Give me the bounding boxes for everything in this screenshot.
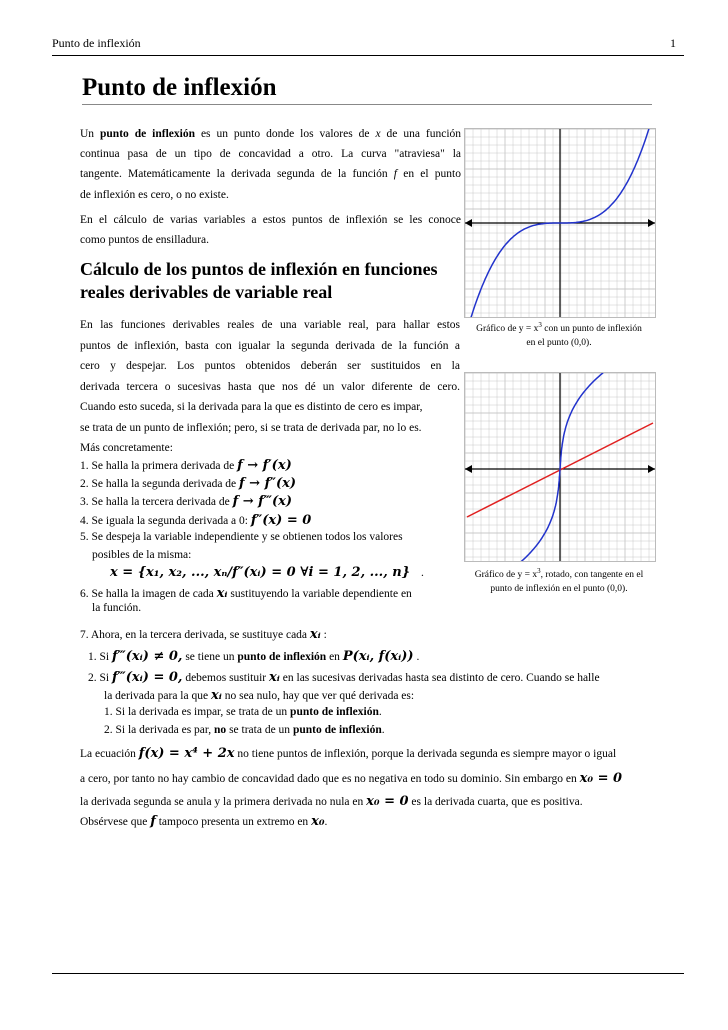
intro-text: en el punto [403,168,461,180]
step-4 [80,513,311,528]
example-line-1 [80,746,616,761]
step-text: se tiene un [185,651,235,663]
step-text: . [381,724,385,736]
step-5: 5. Se despeja la variable independiente y se obtienen todos los valores [80,531,403,543]
intro-line-2: continua pasa de un tipo de concavidad a otro. La curva "atraviesa" la [80,148,461,160]
step-term-bold: punto de inflexión [237,651,327,663]
rotated-cubic-graph [465,373,655,561]
step-7 [80,627,327,642]
step-formula: P(xᵢ, f(xᵢ)) [342,649,414,664]
intro-text: es un punto donde los valores de [200,128,370,140]
step-text: 1. Si [88,651,110,663]
step-formula: f → f′(x) [237,458,292,473]
example-text: Obsérvese que [80,816,148,828]
x-axis-arrow-left [465,465,472,473]
step-text: 2. Si la derivada es par, [104,724,212,736]
intro-variable: f [393,168,397,180]
intro-text: tangente. Matemáticamente la derivada segunda de la función [80,168,388,180]
section-line-4: derivada tercera o sucesivas hasta que nos dé un valor diferente de cero. [80,381,460,393]
step-text: . [416,651,420,663]
step-term-bold: no [214,724,227,736]
caption-text: Gráfico de y = x [474,570,538,581]
header-rule [52,55,684,56]
step-5-line-2: posibles de la misma: [92,549,192,561]
cubic-graph [465,129,655,317]
example-formula: x₀ = 0 [366,794,409,809]
figure-2-caption [464,564,654,596]
step-6-line-2: la función. [92,602,142,614]
example-text: tampoco presenta un extremo en [158,816,309,828]
step-7-2-line-2 [104,688,414,703]
step-formula: f″(x) = 0 [250,513,312,528]
step-formula: f → f″(x) [239,476,297,491]
step-text: . [378,706,382,718]
step-text: 1. Se halla la primera derivada de [80,460,235,472]
step-formula: f‴(xᵢ) ≠ 0, [111,649,183,664]
caption-text: Gráfico de y = x [476,324,539,335]
step-formula: xᵢ [210,688,222,703]
example-line-2 [80,771,622,786]
example-formula: x₀ [311,814,325,829]
step-text: 3. Se halla la tercera derivada de [80,496,230,508]
step-text: la derivada para la que [104,690,209,702]
step-formula: f‴(xᵢ) = 0, [111,670,183,685]
step-7-2 [88,670,600,685]
section-line-1: En las funciones derivables reales de una variable real, para hallar estos [80,319,460,331]
step-1 [80,458,292,473]
step-formula: x = {x₁, x₂, ..., xₙ/f″(xᵢ) = 0 ∀i = 1, 2, ..., n} [110,565,411,580]
intro-paragraph-2-line-2: como puntos de ensilladura. [80,234,210,246]
step-text: 7. Ahora, en la tercera derivada, se sustituye cada [80,629,308,641]
page-number: 1 [670,36,676,50]
x-axis-arrow-right [648,219,655,227]
step-formula: f → f‴(x) [232,494,292,509]
step-term-bold: punto de inflexión [292,724,382,736]
section-line-7: Más concretamente: [80,442,173,454]
intro-paragraph-2-line-1: En el cálculo de varias variables a estos puntos de inflexión se les conoce [80,214,461,226]
caption-text: punto de inflexión en el punto (0,0). [490,584,628,595]
example-text: a cero, por tanto no hay cambio de concavidad dado que es no negativa en todo su dominio. Sin embargo en [80,773,577,785]
example-text: no tiene puntos de inflexión, porque la derivada segunda es siempre mayor o igual [237,748,617,760]
step-text: en las sucesivas derivadas hasta sea distinto de cero. Cuando se halle [282,672,600,684]
step-text: no sea nulo, hay que ver qué derivada es: [224,690,415,702]
section-line-6: se trata de un punto de inflexión; pero, si se trata de derivada par, no lo es. [80,422,422,434]
example-text: . [324,816,328,828]
step-6 [80,586,412,601]
section-line-2: puntos de inflexión, basta con igualar la segunda derivada de la función a [80,340,460,352]
example-formula: x₀ = 0 [579,771,623,786]
example-text: La ecuación [80,748,136,760]
step-2 [80,476,296,491]
step-text: . [420,567,424,579]
caption-exponent: 3 [538,321,542,329]
step-text: : [323,629,327,641]
intro-text: Un [80,128,95,140]
step-text: sustituyendo la variable dependiente en [230,588,412,600]
step-text: 4. Se iguala la segunda derivada a 0: [80,515,248,527]
intro-paragraph-1 [80,124,461,144]
step-7-1 [88,649,419,664]
page-title: Punto de inflexión [82,74,652,105]
example-text: la derivada segunda se anula y la primera derivada no nula en [80,796,364,808]
intro-term-bold: punto de inflexión [100,128,195,140]
caption-text: en el punto (0,0). [526,338,592,349]
section-line-5: Cuando esto suceda, si la derivada para la que es distinto de cero es impar, [80,401,423,413]
step-text: 2. Si [88,672,110,684]
running-header-title: Punto de inflexión [52,36,141,50]
step-text: en [329,651,340,663]
section-heading: Cálculo de los puntos de inflexión en funciones reales derivables de variable real [80,259,438,302]
figure-cubic [464,128,656,318]
figure-1-caption [464,318,654,350]
step-text: se trata de un [229,724,291,736]
section-line-3: cero y despejar. Los puntos obtenidos deberán ser sustituidos en la [80,360,460,372]
step-text: 6. Se halla la imagen de cada [80,588,214,600]
intro-line-3 [80,164,461,184]
intro-line-4: de inflexión es cero, o no existe. [80,189,229,201]
figure-rotated-cubic [464,372,656,562]
step-term-bold: punto de inflexión [290,706,379,718]
step-text: 2. Se halla la segunda derivada de [80,478,237,490]
step-5-formula [110,565,424,580]
step-7-2-2 [104,724,385,736]
intro-variable: x [375,128,381,140]
intro-text: de una función [386,128,462,140]
x-axis-arrow-right [648,465,655,473]
example-formula: f [150,814,156,829]
example-formula: f(x) = x⁴ + 2x [138,746,235,761]
caption-text: con un punto de inflexión [541,324,642,335]
caption-text: , rotado, con tangente en el [540,570,644,581]
step-7-2-1 [104,706,382,718]
x-axis-arrow-left [465,219,472,227]
example-line-3 [80,794,583,809]
step-formula: xᵢ [216,586,228,601]
example-line-4 [80,814,327,829]
step-formula: xᵢ [309,627,321,642]
caption-exponent: 3 [537,567,541,575]
step-text: 1. Si la derivada es impar, se trata de un [104,706,288,718]
step-3 [80,494,292,509]
step-text: debemos sustituir [185,672,267,684]
example-text: es la derivada cuarta, que es positiva. [411,796,583,808]
footer-rule [52,973,684,974]
step-formula: xᵢ [269,670,280,685]
